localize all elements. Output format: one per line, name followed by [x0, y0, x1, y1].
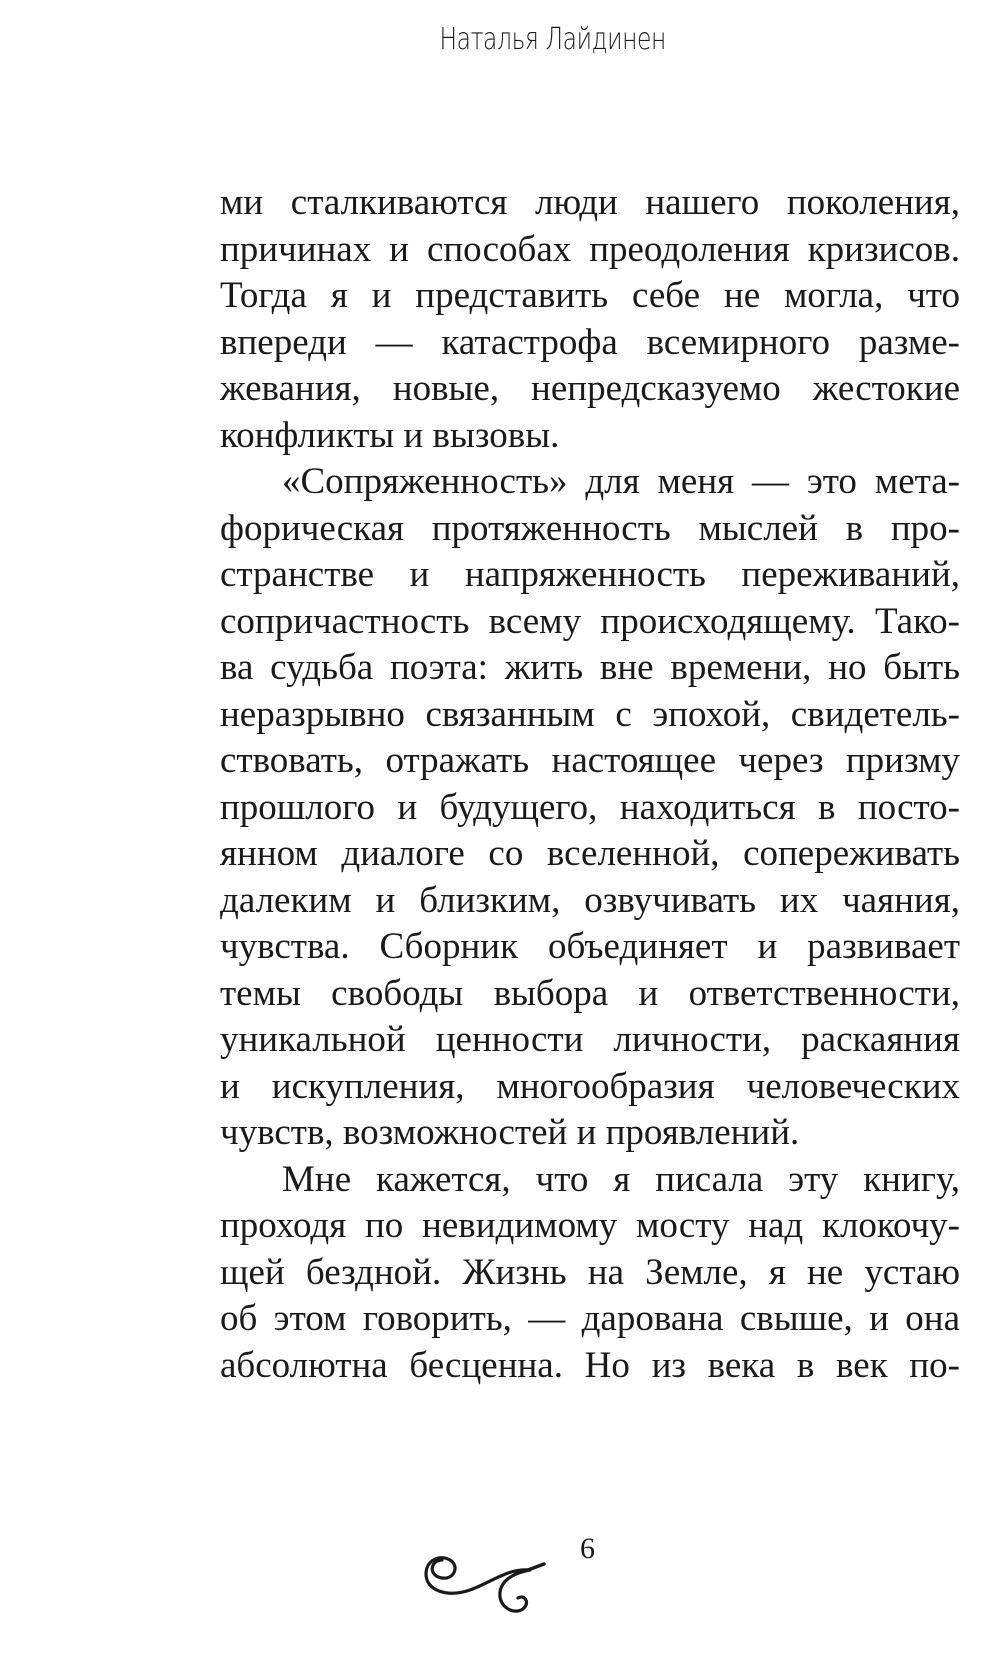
swirl-ornament-icon: [420, 1530, 580, 1640]
text-line: об этом говорить, — дарована свыше, и она: [220, 1298, 960, 1339]
text-line: конфликты и вызовы.: [220, 414, 560, 456]
page-footer: [420, 1530, 600, 1640]
running-header-author: Наталья Лайдинен: [439, 22, 666, 57]
text-line: жевания, новые, непредсказуемо жестокие: [220, 368, 960, 409]
text-line: причинах и способах преодоления кризисов.: [220, 228, 960, 270]
text-line: Мне кажется, что я писала эту книгу,: [282, 1158, 960, 1200]
text-line: прошлого и будущего, находиться в посто-: [220, 786, 960, 828]
text-line: чувства. Сборник объединяет и развивает: [220, 926, 960, 967]
text-line: далеким и близким, озвучивать их чаяния,: [220, 879, 960, 921]
text-line: проходя по невидимому мосту над клокочу-: [220, 1205, 960, 1246]
text-line: темы свободы выбора и ответственности,: [220, 972, 960, 1014]
text-line: сопричастность всему происходящему. Тако-: [220, 600, 960, 642]
text-line: и искупления, многообразия человеческих: [220, 1065, 960, 1107]
page-number: 6: [580, 1532, 595, 1565]
text-line: янном диалоге со вселенной, сопереживать: [220, 833, 960, 874]
text-line: неразрывно связанным с эпохой, свидетель-: [220, 693, 960, 735]
text-line: впереди — катастрофа всемирного разме-: [220, 321, 960, 363]
text-line: абсолютна бесценна. Но из века в век по-: [220, 1344, 960, 1386]
text-line: уникальной ценности личности, раскаяния: [220, 1019, 960, 1060]
text-line: Тогда я и представить себе не могла, что: [220, 275, 960, 316]
text-line: странстве и напряженность переживаний,: [220, 554, 960, 595]
text-line: ми сталкиваются люди нашего поколения,: [220, 182, 960, 223]
body-text: [220, 180, 960, 1389]
text-line: чувств, возможностей и проявлений.: [220, 1112, 800, 1153]
text-line: форическая протяженность мыслей в про-: [220, 507, 960, 549]
text-line: ствовать, отражать настоящее через призму: [220, 740, 960, 781]
text-line: щей бездной. Жизнь на Земле, я не устаю: [220, 1251, 960, 1293]
text-line: «Сопряженность» для меня — это мета-: [282, 461, 960, 502]
text-line: ва судьба поэта: жить вне времени, но быть: [220, 647, 960, 688]
